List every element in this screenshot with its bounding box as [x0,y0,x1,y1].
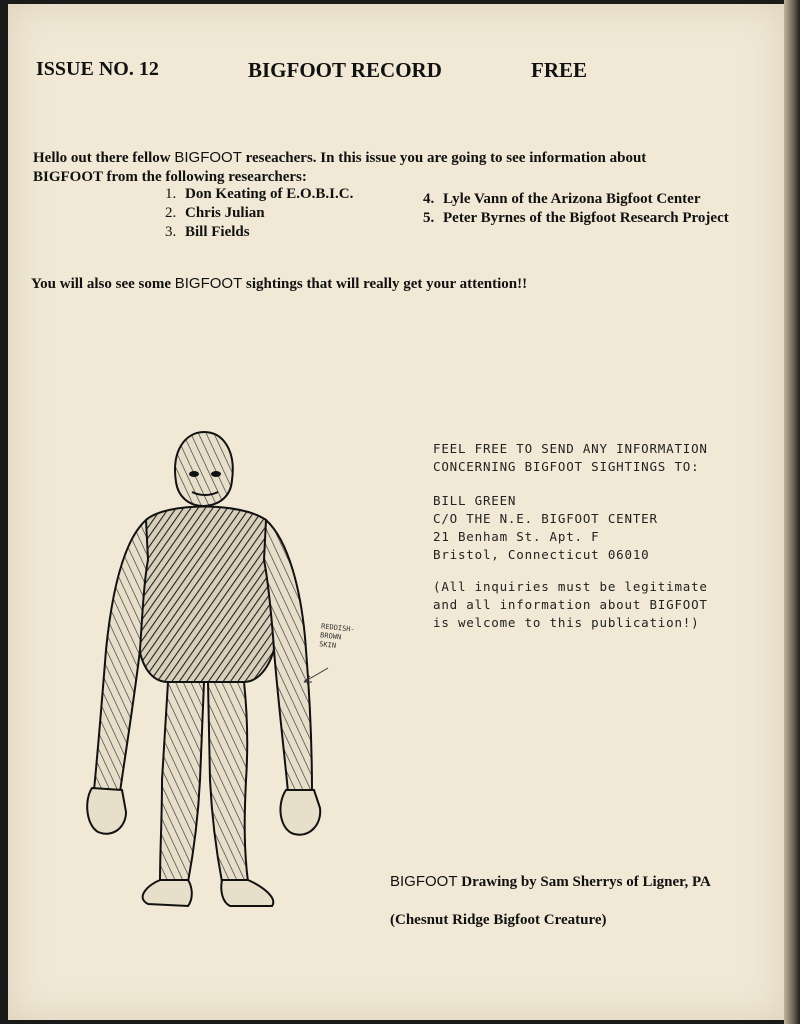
figure-right-hand [280,790,320,835]
figure-left-leg [160,682,204,882]
list-item [423,190,729,209]
contact-note: is welcome to this publication!) [433,615,700,630]
creature-caption: (Chesnut Ridge Bigfoot Creature) [390,912,607,928]
intro-text: Hello out there fellow [33,150,175,166]
contact-street: 21 Benham St. Apt. F [433,529,600,544]
contact-intro: CONCERNING BIGFOOT SIGHTINGS TO: [433,459,700,474]
contact-city: Bristol, Connecticut 06010 [433,547,650,562]
list-item [165,223,353,242]
drawing-caption [390,873,711,891]
list-number: 5. [423,210,435,226]
contact-intro: FEEL FREE TO SEND ANY INFORMATION [433,441,708,456]
annotation-text: BROWN [319,631,342,642]
sightings-text: You will also see some [31,276,175,292]
list-number: 3. [165,224,177,240]
researcher-list-right [423,190,729,228]
figure-left-arm [94,520,148,792]
figure-right-leg [208,682,248,882]
intro-paragraph [33,148,723,187]
contact-note: (All inquiries must be legitimate [433,579,708,594]
contact-block [433,440,773,632]
sightings-line [31,275,731,293]
page-edge-shadow [784,0,800,1024]
list-item [165,204,353,223]
intro-bigfoot-word: BIGFOOT [33,169,103,185]
researcher-name: Peter Byrnes of the Bigfoot Research Project [443,210,729,226]
figure-left-foot [143,880,192,906]
contact-org: C/O THE N.E. BIGFOOT CENTER [433,511,658,526]
researcher-list-left [165,185,353,242]
newsletter-title: BIGFOOT RECORD [248,58,442,82]
researcher-name: Don Keating of E.O.B.I.C. [185,186,354,202]
figure-eye [211,471,221,477]
bigfoot-drawing [76,420,416,920]
caption-bigfoot-word: BIGFOOT [390,873,458,890]
intro-text: from the following researchers: [102,169,307,185]
sightings-text: sightings that will really get your attention!! [242,276,528,292]
researcher-name: Bill Fields [185,224,250,240]
researcher-name: Lyle Vann of the Arizona Bigfoot Center [443,191,701,207]
price-label: FREE [531,58,588,82]
figure-eye [189,471,199,477]
figure-right-foot [221,880,273,906]
contact-name: BILL GREEN [433,493,517,508]
sightings-bigfoot-word: BIGFOOT [174,275,243,292]
intro-text: reseachers. In this issue you are going to see information about [241,150,647,166]
researcher-name: Chris Julian [185,205,265,221]
caption-text: Drawing by Sam Sherrys of Ligner, PA [457,874,711,890]
contact-note: and all information about BIGFOOT [433,597,708,612]
figure-torso [138,507,276,683]
list-number: 4. [423,191,435,207]
figure-left-hand [87,788,126,834]
list-item [165,185,353,204]
list-number: 2. [165,205,177,221]
list-item [423,209,729,228]
intro-bigfoot-word: BIGFOOT [174,149,242,166]
skin-annotation [319,622,355,652]
list-number: 1. [165,186,177,202]
issue-number: ISSUE NO. 12 [36,58,159,80]
annotation-text: REDDISH- [320,622,356,634]
annotation-text: SKIN [318,640,337,650]
